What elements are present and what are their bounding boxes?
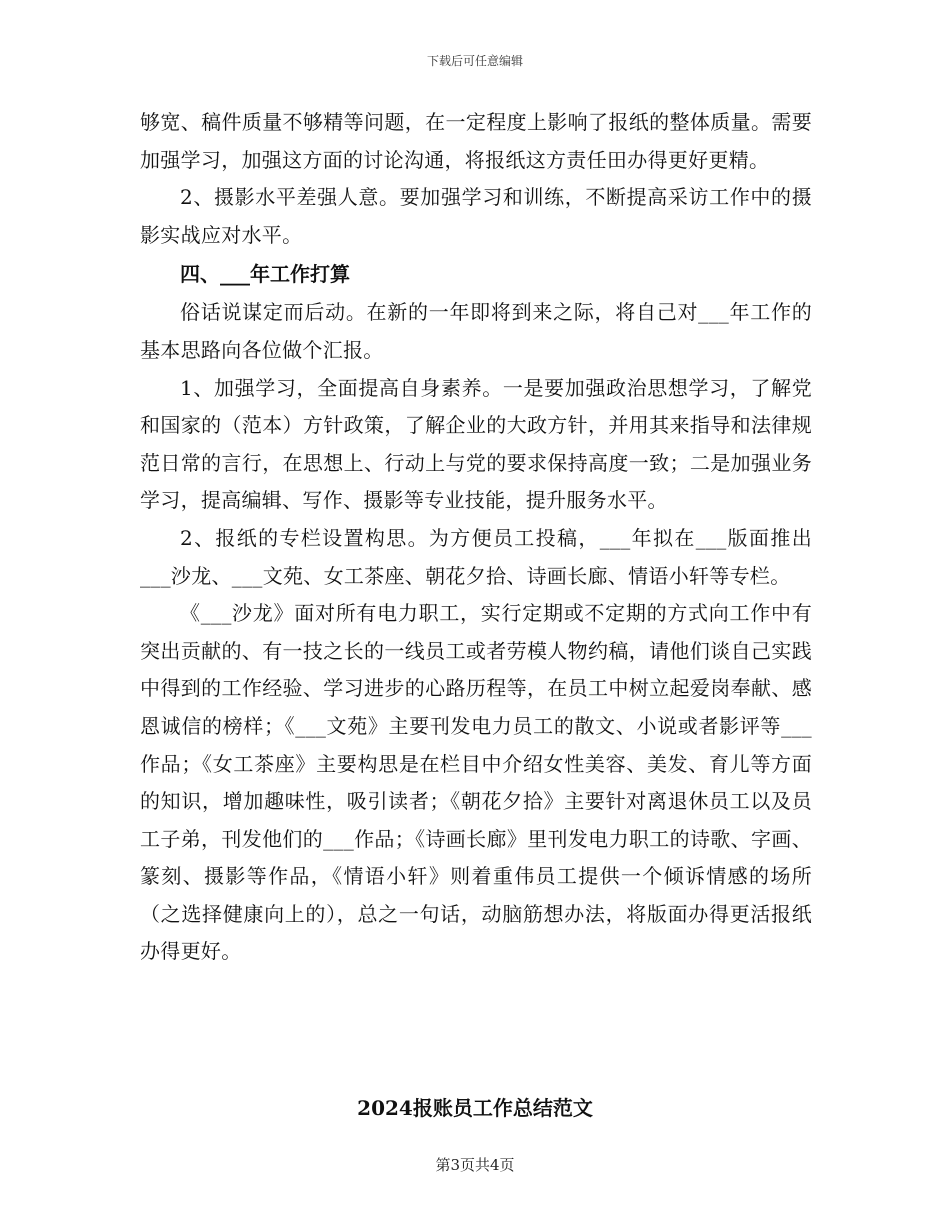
paragraph: 2、摄影水平差强人意。要加强学习和训练，不断提高采访工作中的摄影实战应对水平。	[140, 185, 812, 247]
page-footer: 第3页共4页	[435, 1156, 515, 1174]
paragraph: 够宽、稿件质量不够精等问题，在一定程度上影响了报纸的整体质量。需要加强学习，加强这方面的讨论沟通，将报纸这方责任田办得更好更精。	[140, 110, 812, 172]
paragraph: 2、报纸的专栏设置构思。为方便员工投稿，___年拟在___版面推出___沙龙、___文苑、女工茶座、朝花夕拾、诗画长廊、情语小轩等专栏。	[140, 525, 812, 588]
paragraph: 俗话说谋定而后动。在新的一年即将到来之际，将自己对___年工作的基本思路向各位做个汇报。	[140, 300, 812, 362]
document-title: 2024报账员工作总结范文	[357, 1096, 593, 1120]
page-header: 下载后可任意编辑	[426, 54, 523, 68]
paragraph: 《___沙龙》面对所有电力职工，实行定期或不定期的方式向工作中有突出贡献的、有一技之长的一线员工或者劳模人物约稿，请他们谈自己实践中得到的工作经验、学习进步的心路历程等，在员工中树立起爱岗奉献、感恩诚信的榜样；《___文苑》主要刊发电力员工的散文、小说或者影评等___作品；《女工茶座》主要构思是在栏目中介绍女性美容、美发、育儿等方面的知识，增加趣味性，吸引读者；《朝花夕拾》主要针对离退休员工以及员工子弟，刊发他们的___作品；《诗画长廊》里刊发电力职工的诗歌、字画、篆刻、摄影等作品，《情语小轩》则着重伟员工提供一个倾诉情感的场所（之选择健康向上的），总之一句话，动脑筋想办法，将版面办得更活报纸办得更好。	[140, 601, 812, 964]
paragraph: 1、加强学习，全面提高自身素养。一是要加强政治思想学习，了解党和国家的（范本）方针政策，了解企业的大政方针，并用其来指导和法律规范日常的言行，在思想上、行动上与党的要求保持高度一致；二是加强业务学习，提高编辑、写作、摄影等专业技能，提升服务水平。	[140, 375, 812, 513]
document-body	[140, 104, 812, 971]
section-heading: 四、___年工作打算	[180, 262, 350, 287]
